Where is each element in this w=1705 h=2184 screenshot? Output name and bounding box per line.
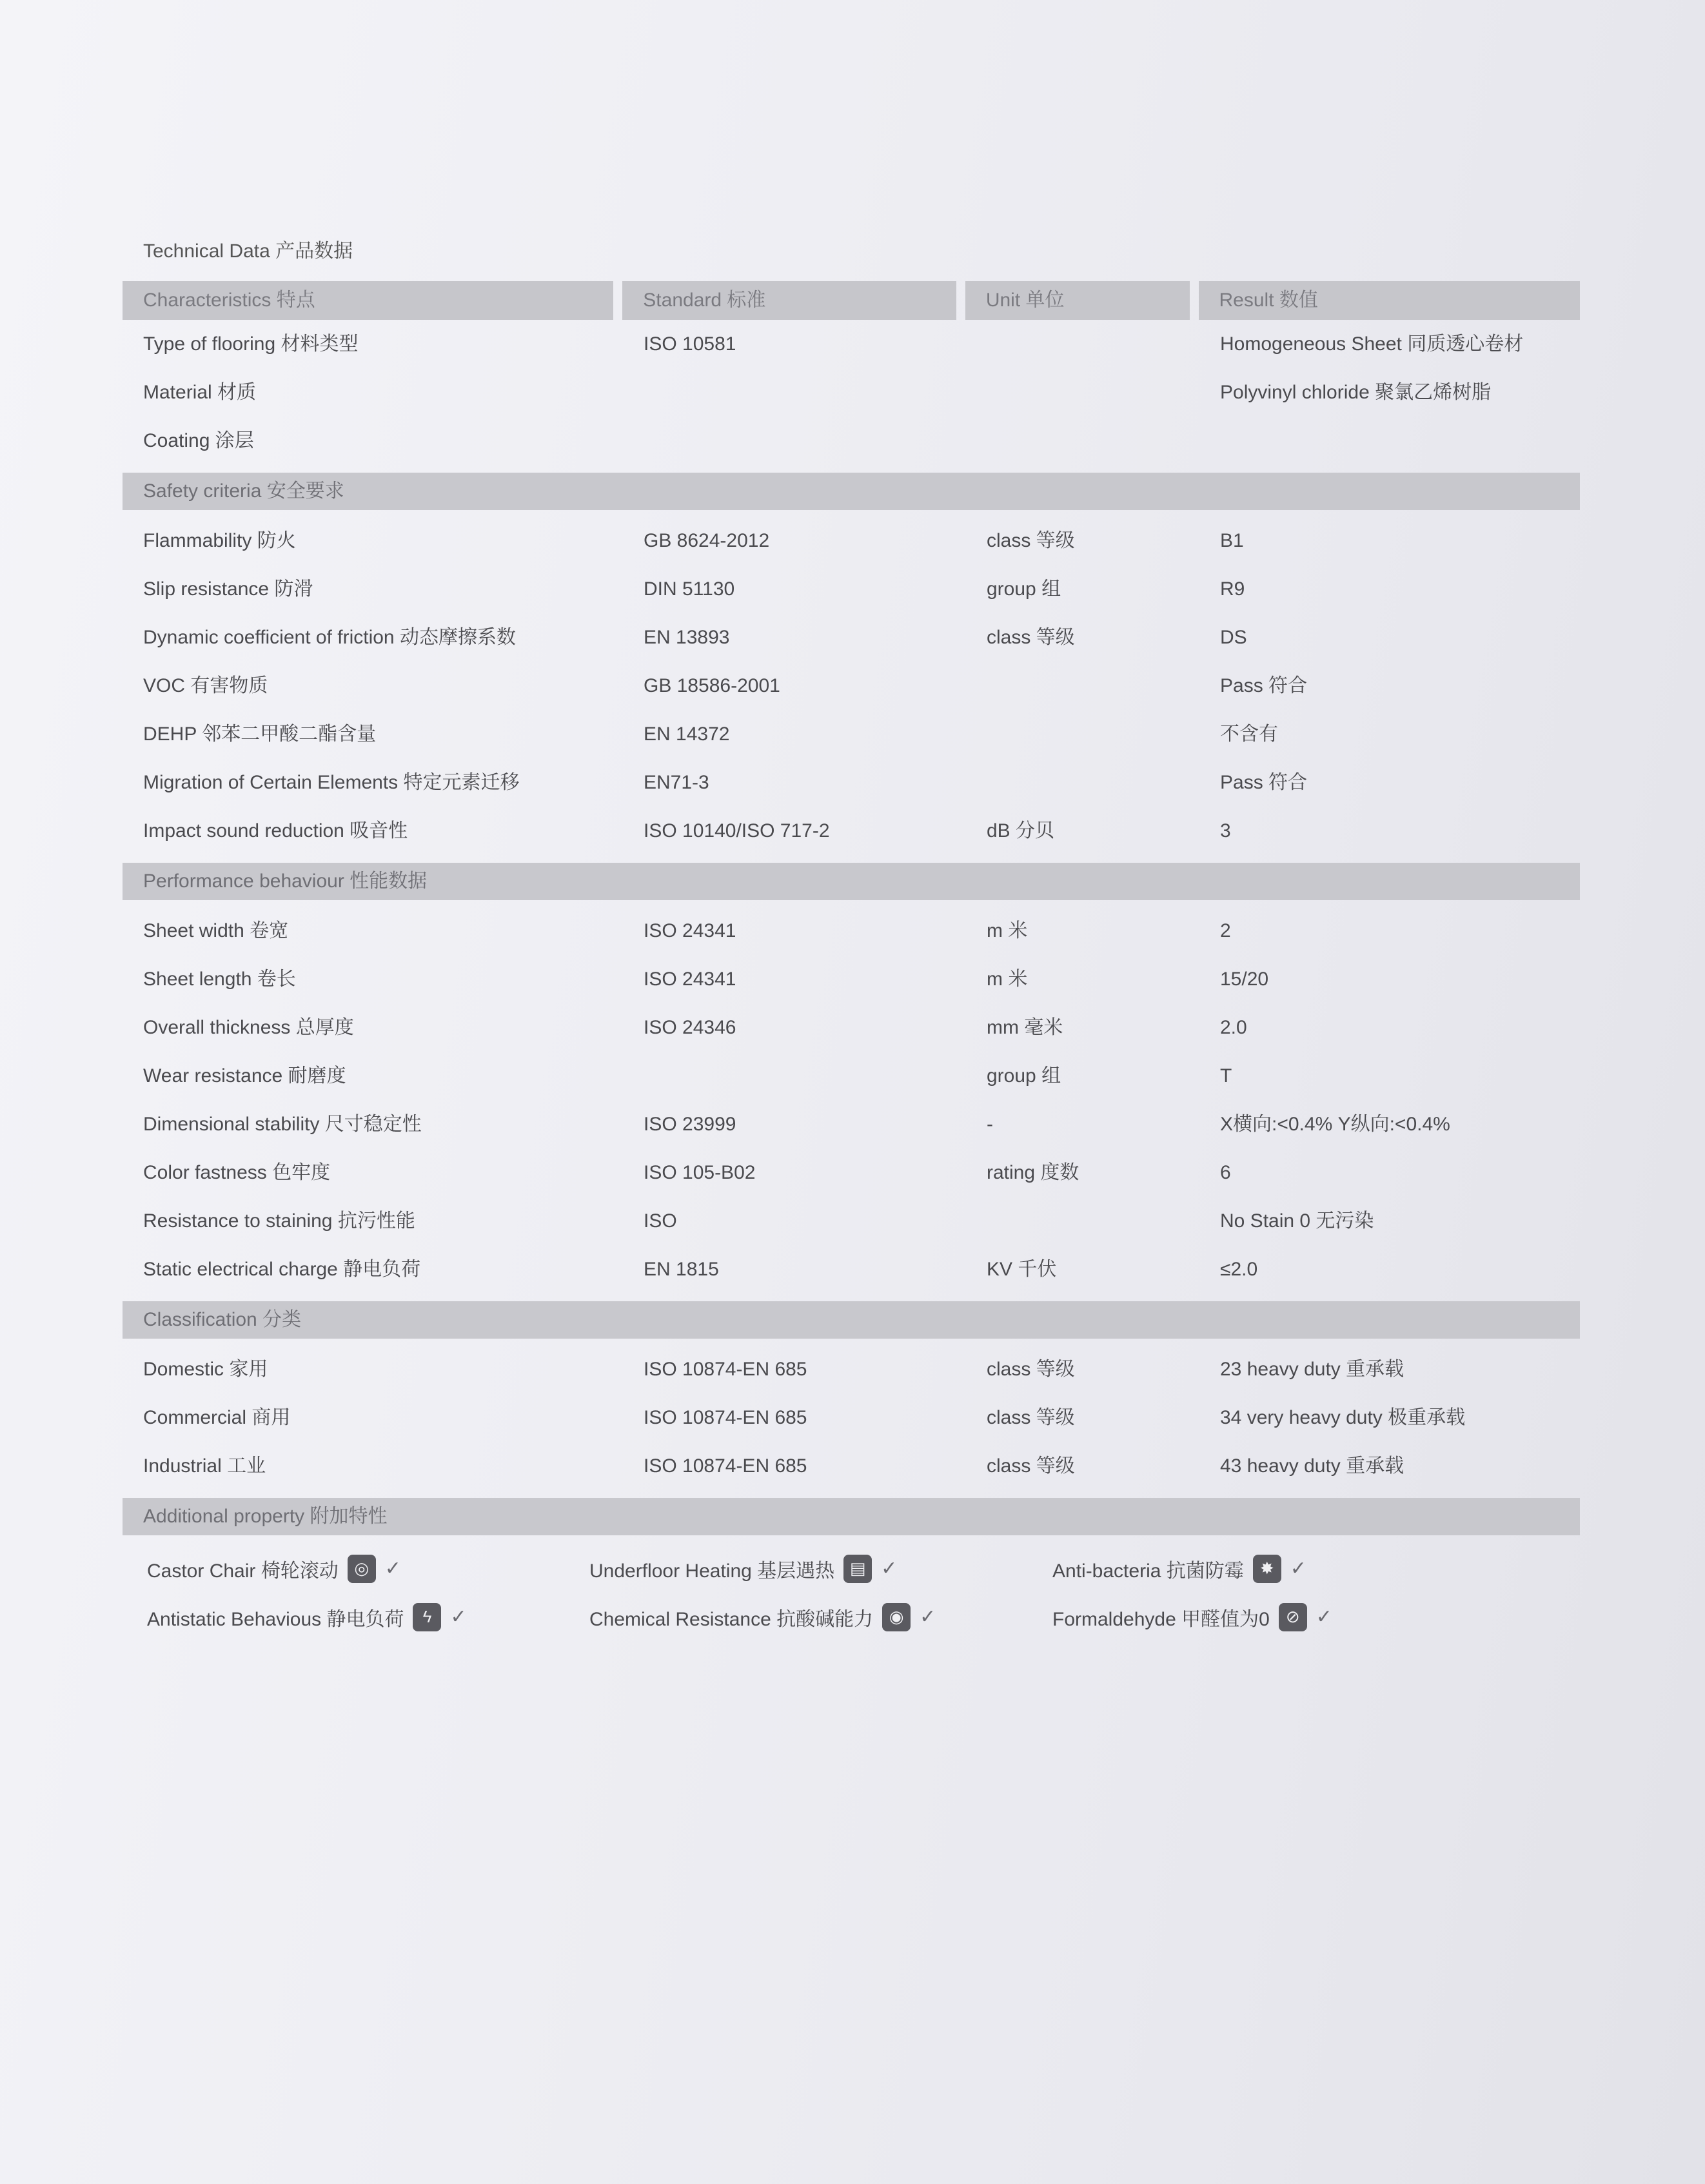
result-cell: ≤2.0: [1220, 1259, 1258, 1280]
unit-cell: class 等级: [987, 530, 1075, 551]
characteristic-cell: Resistance to staining 抗污性能: [143, 1210, 415, 1232]
unit-cell: m 米: [987, 969, 1028, 990]
check-icon: ✓: [1316, 1606, 1332, 1628]
table-row: [123, 368, 1580, 417]
unit-cell: [966, 368, 1199, 417]
check-icon: ✓: [1290, 1558, 1306, 1579]
additional-property-item: [123, 1593, 565, 1641]
table-row: [123, 1442, 1580, 1490]
result-cell: 43 heavy duty 重承载: [1220, 1455, 1404, 1477]
characteristic-cell: Commercial 商用: [143, 1407, 291, 1428]
technical-data-table: [123, 232, 1580, 1641]
additional-property-item: [1028, 1593, 1580, 1641]
result-cell: 6: [1220, 1162, 1231, 1183]
characteristic-cell: DEHP 邻苯二甲酸二酯含量: [143, 723, 377, 745]
property-label: Castor Chair 椅轮滚动: [147, 1560, 339, 1582]
additional-property-item: [1028, 1544, 1580, 1593]
additional-property-header: Additional property 附加特性: [123, 1498, 1580, 1535]
result-cell: Polyvinyl chloride 聚氯乙烯树脂: [1220, 382, 1492, 403]
table-row: [123, 1003, 1580, 1052]
result-cell: No Stain 0 无污染: [1220, 1210, 1374, 1232]
standard-cell: ISO 23999: [644, 1114, 736, 1135]
sections: [123, 473, 1580, 1490]
characteristic-cell: Industrial 工业: [143, 1455, 266, 1477]
standard-cell: ISO 10874-EN 685: [644, 1407, 807, 1428]
unit-cell: group 组: [987, 1065, 1061, 1087]
unit-cell: dB 分贝: [987, 820, 1055, 841]
characteristic-cell: Impact sound reduction 吸音性: [143, 820, 408, 841]
castor-chair-icon: ◎: [348, 1555, 376, 1583]
standard-cell: [623, 417, 966, 465]
table-row: [123, 1245, 1580, 1294]
anti-bacteria-icon: ✸: [1253, 1555, 1281, 1583]
unit-cell: mm 毫米: [987, 1017, 1063, 1038]
unit-cell: [966, 1197, 1199, 1245]
characteristic-cell: Type of flooring 材料类型: [143, 333, 359, 355]
characteristic-cell: Sheet width 卷宽: [143, 920, 289, 941]
result-cell: [1199, 417, 1580, 465]
result-cell: DS: [1220, 627, 1247, 648]
check-icon: ✓: [920, 1606, 936, 1628]
property-label: Anti-bacteria 抗菌防霉: [1052, 1560, 1244, 1582]
chemical-resistance-icon: ◉: [882, 1603, 911, 1631]
table-row: [123, 1197, 1580, 1245]
table-row: [123, 955, 1580, 1003]
standard-cell: ISO 24341: [644, 969, 736, 990]
property-label: Underfloor Heating 基层遇热: [589, 1560, 835, 1582]
unit-cell: -: [987, 1114, 993, 1135]
standard-cell: EN 13893: [644, 627, 730, 648]
unit-cell: [966, 320, 1199, 368]
header-standard: Standard 标准: [622, 281, 956, 320]
result-cell: Pass 符合: [1220, 772, 1308, 793]
standard-cell: GB 18586-2001: [644, 675, 780, 696]
result-cell: 34 very heavy duty 极重承载: [1220, 1407, 1466, 1428]
unit-cell: class 等级: [987, 627, 1075, 648]
check-icon: ✓: [881, 1558, 898, 1579]
standard-cell: EN 14372: [644, 723, 730, 745]
characteristic-cell: Static electrical charge 静电负荷: [143, 1259, 421, 1280]
table-row: [123, 710, 1580, 758]
result-cell: X横向:<0.4% Y纵向:<0.4%: [1220, 1114, 1450, 1135]
unit-cell: [966, 758, 1199, 807]
additional-property-item: [565, 1593, 1028, 1641]
standard-cell: ISO 24341: [644, 920, 736, 941]
standard-cell: DIN 51130: [644, 578, 735, 600]
table-row: [123, 565, 1580, 613]
formaldehyde-icon: ⊘: [1279, 1603, 1307, 1631]
section-header: Classification 分类: [123, 1301, 1580, 1339]
unit-cell: [966, 662, 1199, 710]
table-row: [123, 662, 1580, 710]
header-result: Result 数值: [1199, 281, 1580, 320]
table-row: [123, 758, 1580, 807]
header-characteristics: Characteristics 特点: [123, 281, 613, 320]
standard-cell: ISO 10581: [644, 333, 736, 355]
standard-cell: ISO 24346: [644, 1017, 736, 1038]
section-header: Performance behaviour 性能数据: [123, 863, 1580, 900]
characteristic-cell: Material 材质: [143, 382, 257, 403]
characteristic-cell: Domestic 家用: [143, 1359, 268, 1380]
unit-cell: KV 千伏: [987, 1259, 1057, 1280]
header-unit: Unit 单位: [965, 281, 1190, 320]
unit-cell: class 等级: [987, 1407, 1075, 1428]
standard-cell: ISO 10874-EN 685: [644, 1359, 807, 1380]
standard-cell: EN71-3: [644, 772, 709, 793]
characteristic-cell: Sheet length 卷长: [143, 969, 296, 990]
unit-cell: group 组: [987, 578, 1061, 600]
characteristic-cell: Coating 涂层: [143, 430, 254, 451]
underfloor-heating-icon: ▤: [843, 1555, 872, 1583]
property-label: Antistatic Behavious 静电负荷: [147, 1608, 404, 1630]
result-cell: 15/20: [1220, 969, 1269, 990]
standard-cell: [623, 368, 966, 417]
characteristic-cell: Migration of Certain Elements 特定元素迁移: [143, 772, 520, 793]
unit-cell: m 米: [987, 920, 1028, 941]
characteristic-cell: Color fastness 色牢度: [143, 1162, 331, 1183]
table-row: [123, 516, 1580, 565]
section-header: Safety criteria 安全要求: [123, 473, 1580, 510]
unit-cell: rating 度数: [987, 1162, 1079, 1183]
standard-cell: GB 8624-2012: [644, 530, 770, 551]
table-row: [123, 417, 1580, 465]
unit-cell: class 等级: [987, 1455, 1075, 1477]
result-cell: 2: [1220, 920, 1231, 941]
table-row: [123, 1393, 1580, 1442]
characteristic-cell: Dimensional stability 尺寸稳定性: [143, 1114, 422, 1135]
result-cell: B1: [1220, 530, 1244, 551]
check-icon: ✓: [450, 1606, 467, 1628]
unit-cell: [966, 417, 1199, 465]
table-header: [123, 281, 1580, 320]
general-rows: [123, 320, 1580, 465]
result-cell: 不含有: [1220, 723, 1278, 745]
standard-cell: EN 1815: [644, 1259, 719, 1280]
characteristic-cell: Flammability 防火: [143, 530, 296, 551]
result-cell: T: [1220, 1065, 1232, 1087]
result-cell: 2.0: [1220, 1017, 1247, 1038]
table-row: [123, 1052, 1580, 1100]
additional-properties: [123, 1544, 1580, 1641]
table-row: [123, 1148, 1580, 1197]
standard-cell: ISO 105-B02: [644, 1162, 756, 1183]
result-cell: R9: [1220, 578, 1245, 600]
standard-cell: ISO 10874-EN 685: [644, 1455, 807, 1477]
property-label: Formaldehyde 甲醛值为0: [1052, 1608, 1270, 1630]
table-row: [123, 613, 1580, 662]
table-row: [123, 320, 1580, 368]
table-row: [123, 1345, 1580, 1393]
characteristic-cell: Overall thickness 总厚度: [143, 1017, 354, 1038]
additional-property-item: [565, 1544, 1028, 1593]
check-icon: ✓: [384, 1558, 401, 1579]
table-row: [123, 807, 1580, 855]
standard-cell: ISO 10140/ISO 717-2: [644, 820, 830, 841]
characteristic-cell: Slip resistance 防滑: [143, 578, 313, 600]
characteristic-cell: Wear resistance 耐磨度: [143, 1065, 346, 1087]
result-cell: Pass 符合: [1220, 675, 1308, 696]
antistatic-icon: ϟ: [413, 1603, 441, 1631]
document-title: Technical Data 产品数据: [143, 241, 353, 262]
property-label: Chemical Resistance 抗酸碱能力: [589, 1608, 874, 1630]
table-row: [123, 907, 1580, 955]
standard-cell: [623, 1052, 966, 1100]
standard-cell: ISO: [644, 1210, 677, 1232]
additional-property-item: [123, 1544, 565, 1593]
characteristic-cell: Dynamic coefficient of friction 动态摩擦系数: [143, 627, 516, 648]
unit-cell: class 等级: [987, 1359, 1075, 1380]
result-cell: Homogeneous Sheet 同质透心卷材: [1220, 333, 1524, 355]
result-cell: 23 heavy duty 重承载: [1220, 1359, 1404, 1380]
characteristic-cell: VOC 有害物质: [143, 675, 268, 696]
result-cell: 3: [1220, 820, 1231, 841]
unit-cell: [966, 710, 1199, 758]
table-row: [123, 1100, 1580, 1148]
